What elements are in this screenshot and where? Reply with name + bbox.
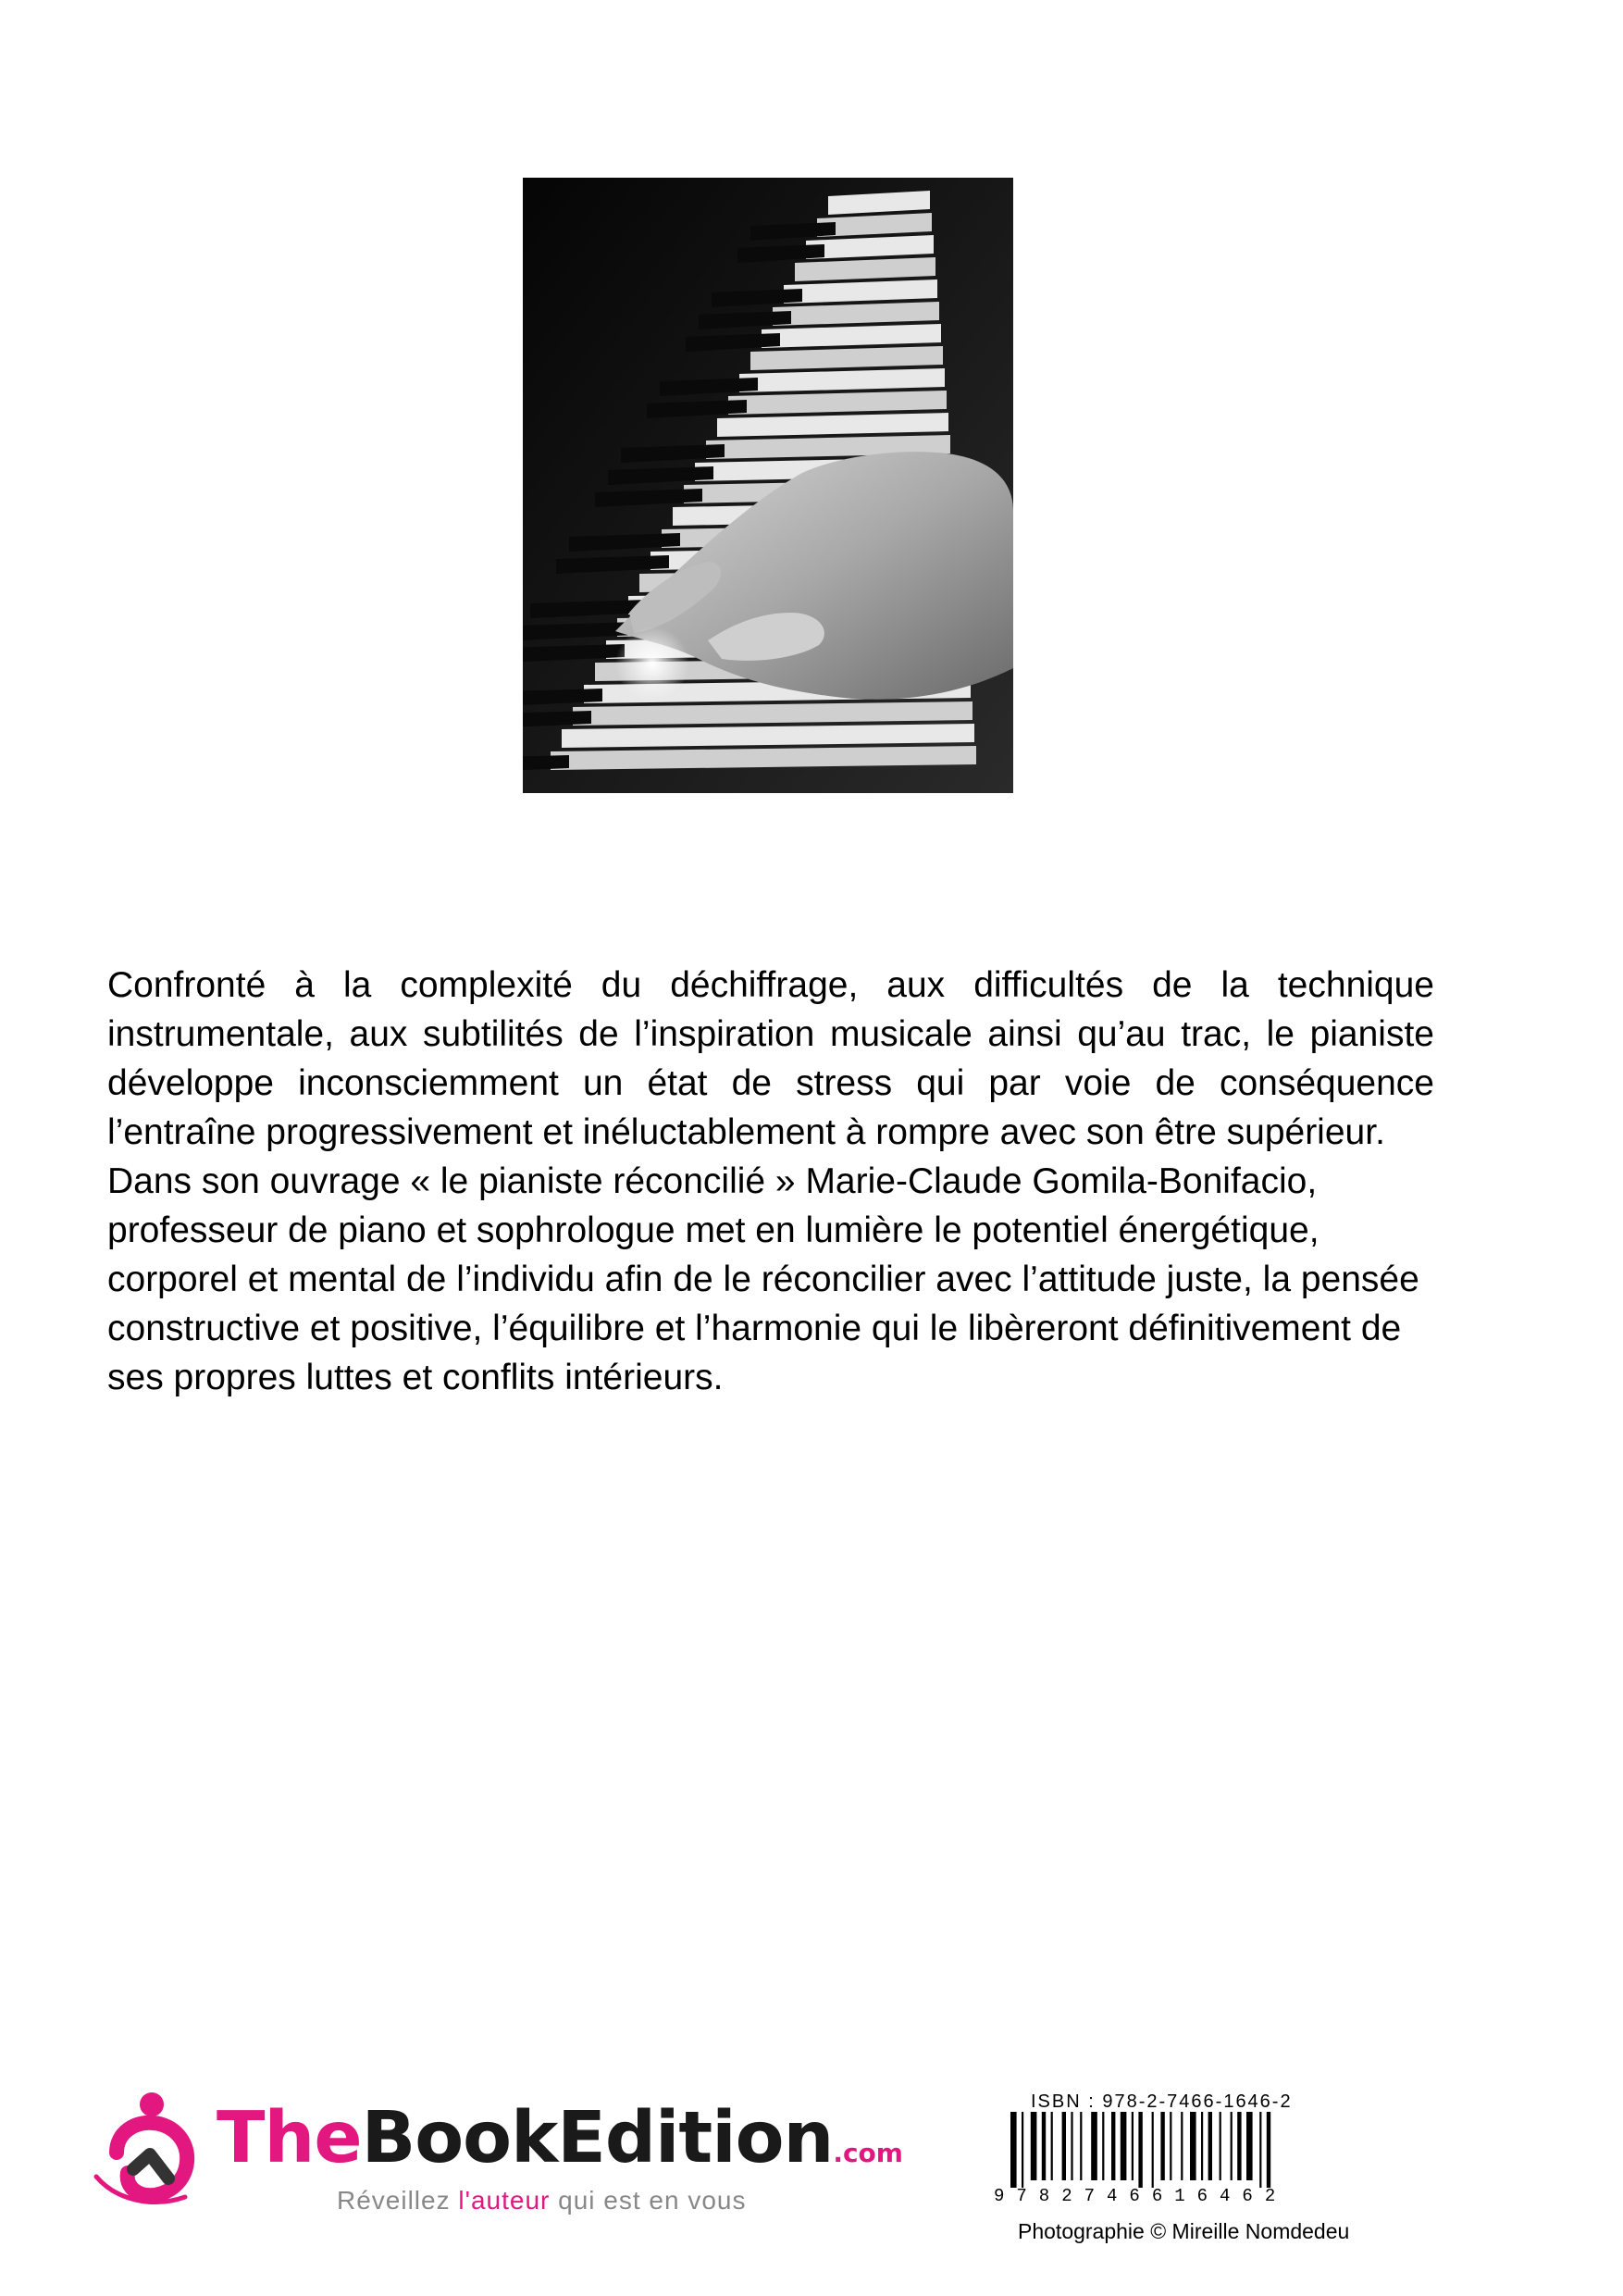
barcode-bar: [1022, 2112, 1023, 2188]
barcode-bar: [1121, 2112, 1127, 2180]
publisher-logo: [89, 2088, 903, 2227]
tagline-highlight: l'auteur: [458, 2186, 551, 2215]
barcode-bar: [1102, 2112, 1104, 2180]
barcode-bar: [1208, 2112, 1212, 2180]
barcode-bar: [1051, 2112, 1053, 2180]
barcode-bar: [1220, 2112, 1221, 2180]
back-cover-blurb: [107, 961, 1434, 1402]
blurb-paragraph-2: Dans son ouvrage « le pianiste réconcilié » Marie-Claude Gomila-Bonifacio, professeur de piano et sophrologue met en lumière le potentiel énergétique, corporel et mental de l’individu afin de le réconcilier avec l’attitude juste, la pensée constructive et positive, l’équilibre et l’harmonie qui le libèreront définitivement de ses propres luttes et conflits intérieurs.: [107, 1161, 1419, 1397]
barcode-bar: [1091, 2112, 1097, 2180]
barcode-bar: [1132, 2112, 1134, 2180]
publisher-tagline: [337, 2186, 746, 2215]
isbn-label: ISBN : 978-2-7466-1646-2: [1031, 2091, 1293, 2112]
barcode-bar: [1267, 2112, 1270, 2188]
barcode-bar: [1080, 2112, 1082, 2180]
barcode-bar: [1031, 2112, 1037, 2180]
barcode-bar: [1010, 2112, 1017, 2188]
publisher-domain: .com: [833, 2138, 903, 2168]
barcode-bar: [1071, 2112, 1072, 2180]
cover-photo-piano-hand: [523, 178, 1013, 793]
barcode-bar: [1138, 2112, 1142, 2188]
barcode-bar: [1231, 2112, 1233, 2180]
barcode-bar: [1160, 2112, 1164, 2180]
tagline-pre: Réveillez: [337, 2186, 459, 2215]
publisher-name-part2: BookEdition: [361, 2097, 834, 2179]
barcode-bar: [1170, 2112, 1171, 2180]
publisher-name: [217, 2097, 903, 2179]
barcode-bar: [1152, 2112, 1154, 2188]
publisher-name-part1: The: [217, 2097, 362, 2179]
barcode-bar: [1190, 2112, 1196, 2180]
barcode-bars: [994, 2112, 1401, 2188]
blurb-paragraph-1: Confronté à la complexité du déchiffrage, aux difficultés de la technique instrumentale, aux subtilités de l’inspiration musicale ainsi qu’au trac, le pianiste développe inconsciemment un état de stress qui par voie de conséquence l’entraîne progressivement et inéluctablement à rompre avec son être supérieur.: [107, 965, 1434, 1152]
barcode-bar: [1181, 2112, 1183, 2180]
barcode-digits: 9782746616462: [994, 2186, 1288, 2206]
isbn-barcode: [994, 2093, 1401, 2214]
barcode-bar: [1201, 2112, 1203, 2180]
barcode-bar: [1111, 2112, 1115, 2180]
photo-credit: Photographie © Mireille Nomdedeu: [1018, 2219, 1350, 2243]
barcode-bar: [1237, 2112, 1241, 2180]
tagline-post: qui est en vous: [550, 2186, 747, 2215]
barcode-bar: [1259, 2112, 1261, 2188]
barcode-bar: [1246, 2112, 1253, 2180]
reader-figure-icon: [89, 2088, 218, 2217]
piano-hand-illustration: [523, 178, 1013, 793]
barcode-bar: [1062, 2112, 1066, 2180]
barcode-bar: [1042, 2112, 1046, 2180]
